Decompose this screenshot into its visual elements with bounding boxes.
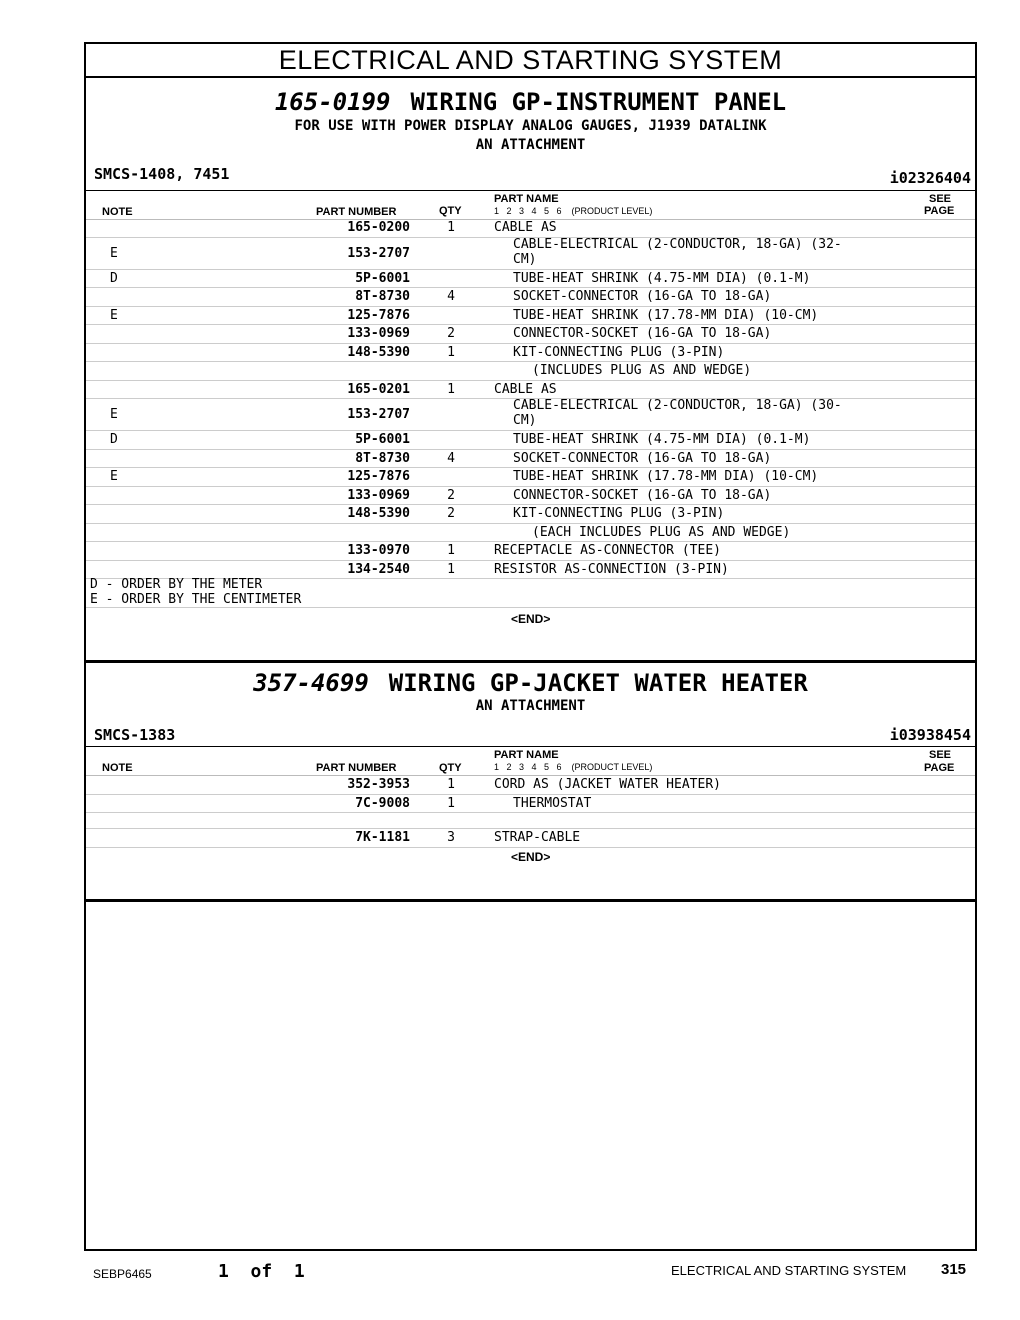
row-part-number: 7K-1181 (355, 830, 410, 845)
row-part-number: 153-2707 (347, 245, 410, 261)
table-row (86, 306, 975, 326)
row-note: E (110, 407, 118, 422)
row-qty: 3 (447, 830, 455, 845)
section-2-end: <END> (511, 850, 551, 864)
row-qty: 1 (447, 777, 455, 792)
table-row (86, 486, 975, 506)
table-row (86, 430, 975, 450)
row-part-name: SOCKET-CONNECTOR (16-GA TO 18-GA) (513, 450, 772, 466)
section-2-column-header (86, 746, 975, 776)
row-part-number: 148-5390 (347, 506, 410, 521)
row-part-number: 134-2540 (347, 561, 410, 577)
row-part-name: STRAP-CABLE (494, 830, 581, 845)
row-part-name: SOCKET-CONNECTOR (16-GA TO 18-GA) (513, 289, 772, 304)
row-part-name: CABLE-ELECTRICAL (2-CONDUCTOR, 18-GA) (30- (513, 398, 842, 413)
section-2-number: 357-4699 (253, 669, 369, 697)
table-row (86, 812, 975, 829)
section-1-id: i02326404 (889, 169, 971, 187)
row-qty: 1 (447, 561, 455, 577)
row-part-number: 133-0970 (347, 543, 410, 558)
section-1-name: WIRING GP-INSTRUMENT PANEL (410, 88, 787, 116)
row-part-number: 165-0201 (347, 381, 410, 397)
row-qty: 4 (447, 289, 455, 304)
section-separator-bottom (86, 899, 975, 902)
row-part-number: 165-0200 (347, 220, 410, 235)
section-separator (86, 660, 975, 663)
table-row (86, 287, 975, 307)
row-qty: 1 (447, 220, 455, 235)
row-part-number: 133-0969 (347, 326, 410, 341)
row-qty: 1 (447, 344, 455, 360)
section-2-smcs: SMCS-1383 (94, 726, 176, 744)
table-row (86, 523, 975, 543)
row-part-number: 8T-8730 (355, 289, 410, 304)
row-part-name: RESISTOR AS-CONNECTION (3-PIN) (494, 561, 729, 577)
page-frame (84, 42, 977, 1251)
table-row (86, 324, 975, 344)
col-qty: QTY (439, 762, 462, 774)
note-e: E - ORDER BY THE CENTIMETER (90, 592, 302, 607)
row-qty: 1 (447, 795, 455, 811)
col-levels: 1 2 3 4 5 6 (PRODUCT LEVEL) (494, 762, 653, 772)
row-qty: 2 (447, 326, 455, 341)
row-part-number: 5P-6001 (355, 270, 410, 286)
row-part-name: CABLE AS (494, 381, 557, 397)
row-part-name: CONNECTOR-SOCKET (16-GA TO 18-GA) (513, 487, 772, 503)
row-part-number: 7C-9008 (355, 795, 410, 811)
notes-divider (86, 607, 975, 608)
row-part-name: RECEPTACLE AS-CONNECTOR (TEE) (494, 543, 721, 558)
table-row (86, 541, 975, 561)
row-qty: 2 (447, 487, 455, 503)
table-row (86, 237, 975, 270)
col-part-name: PART NAME (494, 193, 559, 205)
row-part-number: 125-7876 (347, 307, 410, 323)
row-part-number: 8T-8730 (355, 450, 410, 466)
section-2-attachment: AN ATTACHMENT (475, 698, 586, 714)
row-part-name-continued: CM) (513, 413, 537, 428)
table-row (86, 398, 975, 431)
section-1-column-header (86, 190, 975, 220)
table-row (86, 449, 975, 469)
table-row (86, 467, 975, 487)
col-note: NOTE (102, 206, 133, 218)
row-part-name: TUBE-HEAT SHRINK (17.78-MM DIA) (10-CM) (513, 307, 819, 323)
col-see: SEE (929, 749, 952, 761)
row-part-number: 148-5390 (347, 344, 410, 360)
col-part-name: PART NAME (494, 749, 559, 761)
table-row (86, 361, 975, 381)
row-qty: 1 (447, 381, 455, 397)
table-row (86, 269, 975, 289)
table-row (86, 343, 975, 363)
row-note: E (110, 307, 118, 323)
row-note: E (110, 245, 118, 261)
col-part-number: PART NUMBER (316, 762, 397, 774)
row-part-number: 125-7876 (347, 469, 410, 484)
table-row (86, 775, 975, 795)
row-part-name: KIT-CONNECTING PLUG (3-PIN) (513, 506, 725, 521)
table-row (86, 828, 975, 848)
row-part-name: (INCLUDES PLUG AS AND WEDGE) (532, 363, 752, 378)
col-qty: QTY (439, 205, 462, 217)
col-part-number: PART NUMBER (316, 206, 397, 218)
note-d: D - ORDER BY THE METER (90, 577, 263, 592)
table-row (86, 380, 975, 400)
footer-page-count: 1 of 1 (218, 1261, 305, 1282)
row-qty: 2 (447, 506, 455, 521)
section-1-end: <END> (511, 612, 551, 626)
row-part-number: 352-3953 (347, 777, 410, 792)
section-1-title (86, 88, 975, 116)
row-part-name: TUBE-HEAT SHRINK (4.75-MM DIA) (0.1-M) (513, 432, 811, 447)
section-2-name: WIRING GP-JACKET WATER HEATER (388, 669, 808, 697)
row-note: E (110, 469, 118, 484)
table-row (86, 794, 975, 814)
col-page: PAGE (924, 205, 955, 217)
row-part-name: CABLE AS (494, 220, 557, 235)
row-part-name-continued: CM) (513, 251, 537, 267)
row-part-name: THERMOSTAT (513, 795, 592, 811)
col-levels: 1 2 3 4 5 6 (PRODUCT LEVEL) (494, 206, 653, 216)
row-part-name: KIT-CONNECTING PLUG (3-PIN) (513, 344, 725, 360)
section-2-id: i03938454 (889, 726, 971, 744)
table-row (86, 504, 975, 524)
section-1-number: 165-0199 (274, 88, 391, 116)
row-part-name: CORD AS (JACKET WATER HEATER) (494, 777, 721, 792)
row-part-number: 153-2707 (347, 407, 410, 422)
col-page: PAGE (924, 762, 955, 774)
row-part-name: TUBE-HEAT SHRINK (4.75-MM DIA) (0.1-M) (513, 270, 811, 286)
footer-page-number: 315 (941, 1261, 967, 1278)
section-1-attachment: AN ATTACHMENT (475, 137, 586, 153)
row-note: D (110, 270, 118, 286)
footer-doc-id: SEBP6465 (93, 1267, 152, 1281)
col-note: NOTE (102, 762, 133, 774)
col-see: SEE (929, 193, 952, 205)
section-2-title (86, 669, 975, 697)
section-1-subtitle: FOR USE WITH POWER DISPLAY ANALOG GAUGES, J1939 DATALINK (294, 118, 767, 134)
row-part-number: 133-0969 (347, 487, 410, 503)
row-part-number: 5P-6001 (355, 432, 410, 447)
row-qty: 1 (447, 543, 455, 558)
row-part-name: CONNECTOR-SOCKET (16-GA TO 18-GA) (513, 326, 772, 341)
table-row (86, 218, 975, 238)
page-header: ELECTRICAL AND STARTING SYSTEM (86, 44, 975, 78)
row-note: D (110, 432, 118, 447)
row-part-name: (EACH INCLUDES PLUG AS AND WEDGE) (532, 524, 791, 540)
row-part-name: TUBE-HEAT SHRINK (17.78-MM DIA) (10-CM) (513, 469, 819, 484)
section-1-smcs: SMCS-1408, 7451 (94, 165, 230, 183)
footer-section: ELECTRICAL AND STARTING SYSTEM (671, 1263, 907, 1278)
row-qty: 4 (447, 450, 455, 466)
row-part-name: CABLE-ELECTRICAL (2-CONDUCTOR, 18-GA) (32- (513, 236, 842, 252)
